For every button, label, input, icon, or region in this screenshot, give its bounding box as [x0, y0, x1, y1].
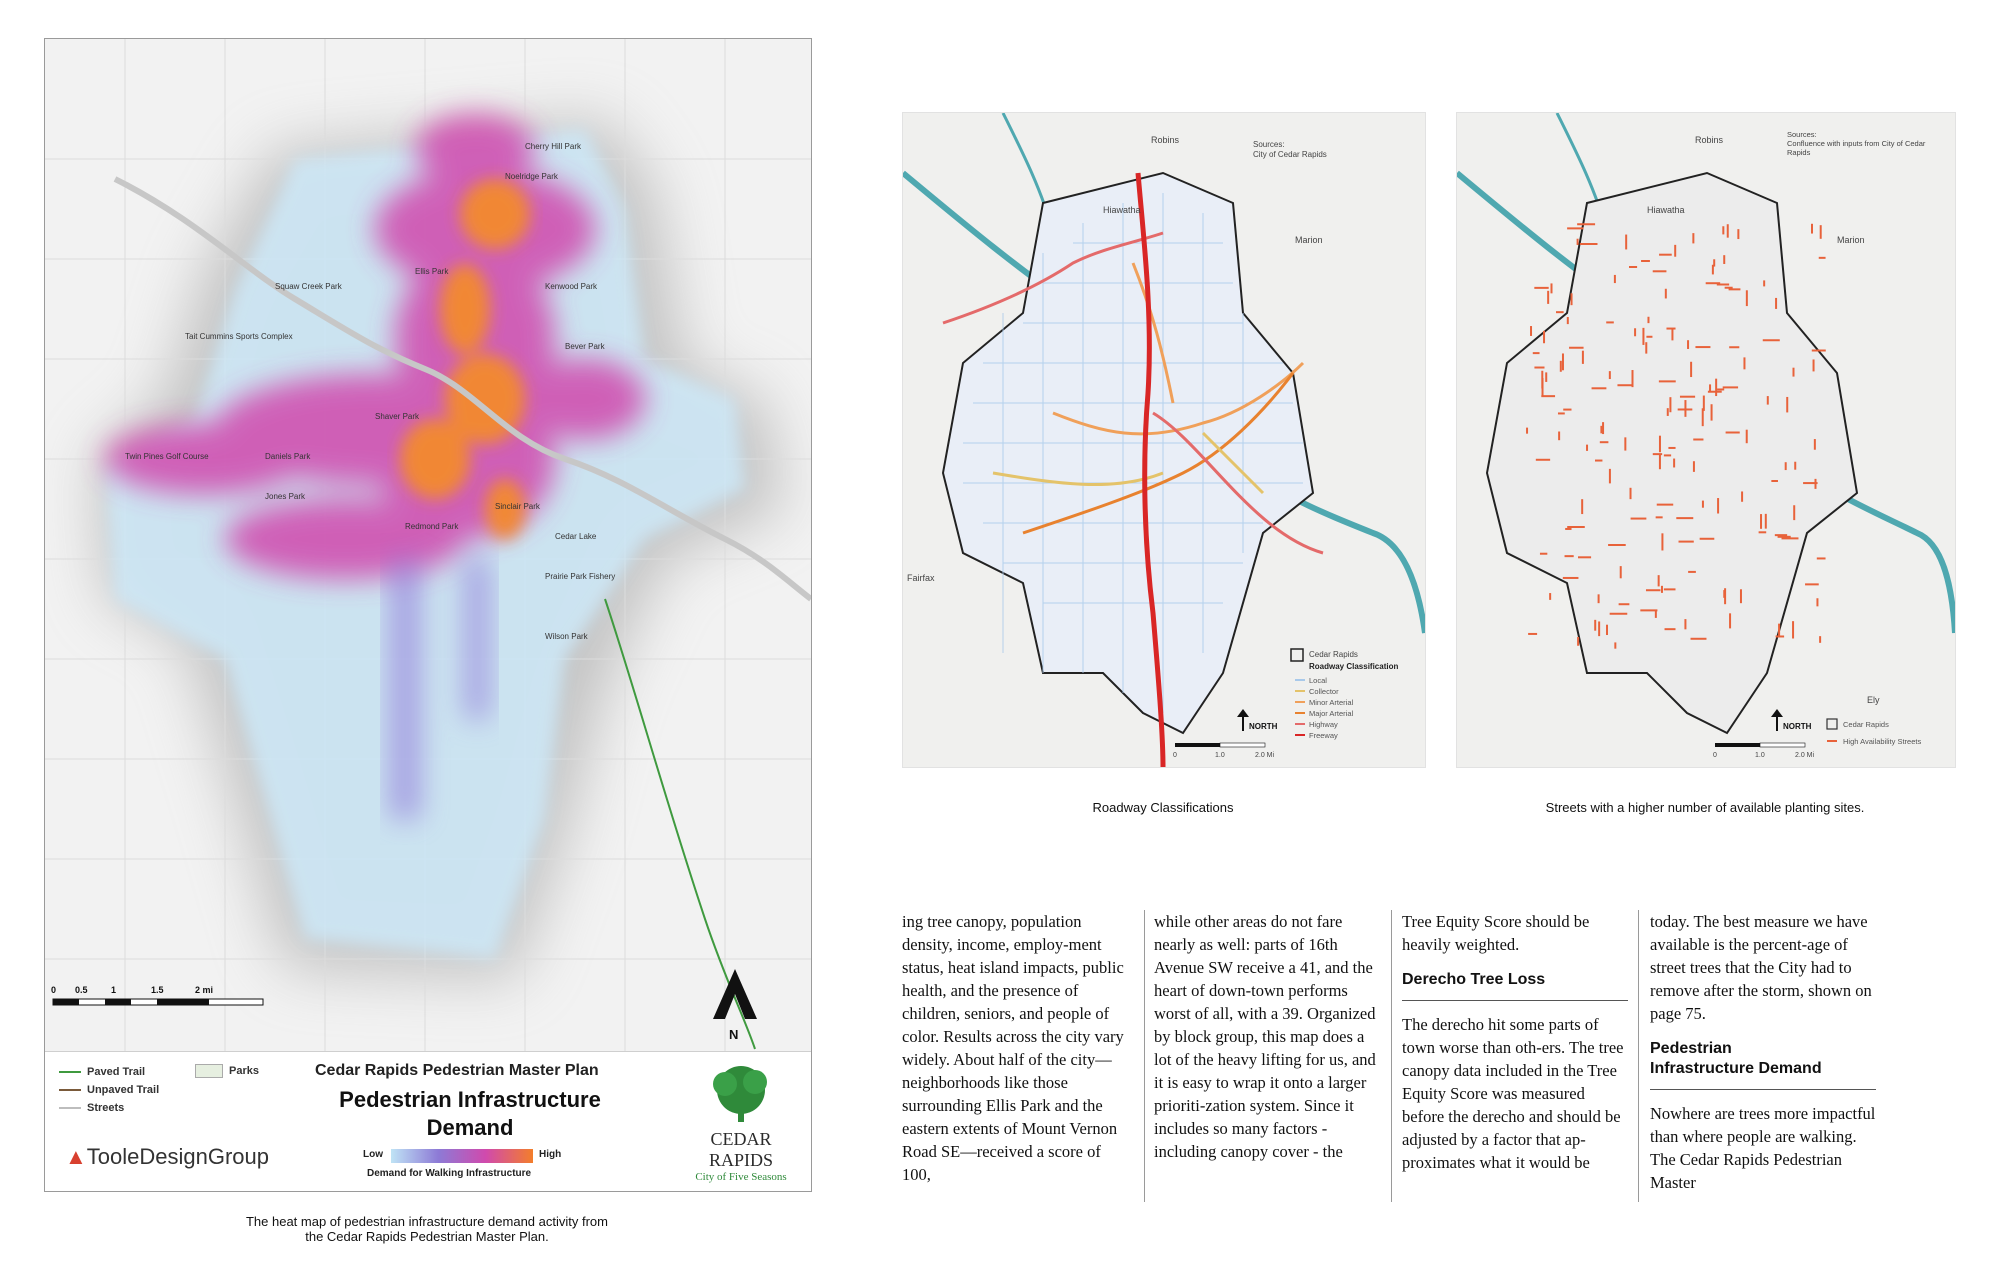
town-label-hiawatha: Hiawatha [1647, 205, 1685, 215]
roadway-classification-map [902, 112, 1426, 768]
svg-text:0: 0 [1173, 752, 1177, 759]
scale-tick: 1 [111, 985, 117, 995]
svg-text:1.0: 1.0 [1215, 752, 1225, 759]
heatmap-figure [44, 38, 812, 1192]
legend-item: Collector [1309, 687, 1339, 696]
text-column-1 [902, 910, 1130, 1186]
plan-title: Cedar Rapids Pedestrian Master Plan [315, 1062, 599, 1079]
svg-text:NORTH: NORTH [1249, 722, 1278, 731]
sources-label: Rapids [1787, 148, 1811, 157]
north-label: N [729, 1027, 739, 1042]
section-heading-pedestrian: Pedestrian Infrastructure Demand [1650, 1040, 1822, 1077]
heading-rule [1402, 1000, 1628, 1001]
legend-title: Cedar Rapids [1309, 650, 1358, 659]
paragraph: today. The best measure we have available is the percent-age of street trees that the City had to remove after the storm, shown on page 75. [1650, 912, 1872, 1023]
gradient-high-label: High [539, 1149, 562, 1160]
roadway-caption: Roadway Classifications [1092, 800, 1234, 815]
place-label: Jones Park [265, 492, 306, 501]
legend-item: Cedar Rapids [1843, 720, 1889, 729]
paragraph: ing tree canopy, population density, income, employ-ment status, heat island impacts, public health, and the presence of children, seniors, and people of color. Results across the city vary widely. About half of the city—neighborhoods like those surrounding Ellis Park and the eastern extents of Mount Vernon Road SE—received a score of 100, [902, 912, 1124, 1184]
legend-item: Minor Arterial [1309, 698, 1354, 707]
scale-tick: 0.5 [75, 985, 88, 995]
gradient-low-label: Low [363, 1149, 383, 1160]
town-label-marion: Marion [1837, 235, 1865, 245]
town-label-hiawatha: Hiawatha [1103, 205, 1141, 215]
town-label-robins: Robins [1151, 135, 1180, 145]
place-label: Prairie Park Fishery [545, 572, 616, 581]
tree-logo-icon [681, 1062, 801, 1124]
svg-text:2.0 Mi: 2.0 Mi [1255, 752, 1275, 759]
town-label-fairfax: Fairfax [907, 573, 935, 583]
section-heading-derecho: Derecho Tree Loss [1402, 971, 1546, 988]
place-label: Sinclair Park [495, 502, 540, 511]
text-column-2 [1154, 910, 1382, 1163]
paragraph: Tree Equity Score should be heavily weighted. [1402, 912, 1590, 954]
gradient-caption: Demand for Walking Infrastructure [367, 1168, 532, 1179]
paragraph: Nowhere are trees more impactful than where people are walking. The Cedar Rapids Pedestrian Master [1650, 1104, 1876, 1192]
legend-item: Local [1309, 676, 1327, 685]
paragraph: The derecho hit some parts of town worse than oth-ers. The tree canopy data included in the Tree Equity Score was measured before the derecho and should be adjusted by a factor that ap-proximates what it would be [1402, 1015, 1624, 1172]
column-divider [1144, 910, 1145, 1202]
place-label: Cedar Lake [555, 532, 597, 541]
planting-map-graphic [1457, 113, 1955, 767]
scale-tick: 1.5 [151, 985, 164, 995]
scale-tick: 0 [51, 985, 57, 995]
svg-text:1.0: 1.0 [1755, 752, 1765, 759]
sources-label: Confluence with inputs from City of Cedar [1787, 139, 1926, 148]
town-label-ely: Ely [1867, 695, 1880, 705]
legend-subtitle: Roadway Classification [1309, 662, 1399, 671]
legend-unpaved-trail: Unpaved Trail [59, 1084, 159, 1096]
heatmap-legend [45, 1051, 811, 1192]
column-divider [1391, 910, 1392, 1202]
svg-text:0: 0 [1713, 752, 1717, 759]
legend-item: Highway [1309, 720, 1338, 729]
place-label: Ellis Park [415, 267, 449, 276]
place-label: Cherry Hill Park [525, 142, 582, 151]
sources-label: Sources: [1253, 140, 1285, 149]
place-label: Tait Cummins Sports Complex [185, 332, 293, 341]
town-label-robins: Robins [1695, 135, 1724, 145]
place-label: Squaw Creek Park [275, 282, 342, 291]
legend-parks: Parks [195, 1064, 259, 1078]
town-label-marion: Marion [1295, 235, 1323, 245]
map-title: Pedestrian Infrastructure Demand [339, 1087, 601, 1140]
heatmap-map [45, 39, 811, 1051]
text-column-3 [1402, 910, 1628, 1174]
place-label: Twin Pines Golf Course [125, 452, 209, 461]
planting-caption: Streets with a higher number of available planting sites. [1545, 800, 1865, 815]
cedar-rapids-logo: CEDAR RAPIDS City of Five Seasons [681, 1062, 801, 1182]
place-label: Daniels Park [265, 452, 311, 461]
text-column-4 [1650, 910, 1876, 1194]
place-label: Wilson Park [545, 632, 588, 641]
sources-label: City of Cedar Rapids [1253, 150, 1327, 159]
roadway-map-graphic [903, 113, 1425, 767]
toole-logo: ▲TooleDesignGroup [65, 1144, 270, 1169]
svg-text:NORTH: NORTH [1783, 722, 1812, 731]
sources-label: Sources: [1787, 130, 1817, 139]
place-label: Redmond Park [405, 522, 459, 531]
place-label: Bever Park [565, 342, 605, 351]
scale-tick: 2 mi [195, 985, 214, 995]
place-label: Shaver Park [375, 412, 420, 421]
heading-rule [1650, 1089, 1876, 1090]
paragraph: while other areas do not fare nearly as well: parts of 16th Avenue SW receive a 41, and the heart of down-town performs worst of all, with a 39. Organized by block group, this map does a lot of the heavy lifting for us, and it is easy to wrap it onto a larger prioriti-zation system. Since it includes so many factors - including canopy cover - the [1154, 912, 1376, 1161]
heatmap-caption: The heat map of pedestrian infrastructure demand activity from the Cedar Rapids Pedestrian Master Plan. [245, 1214, 608, 1244]
legend-streets: Streets [59, 1102, 124, 1114]
planting-sites-map [1456, 112, 1956, 768]
place-label: Kenwood Park [545, 282, 598, 291]
demand-gradient-bar [391, 1149, 533, 1163]
column-divider [1638, 910, 1639, 1202]
legend-paved-trail: Paved Trail [59, 1066, 145, 1078]
legend-item: Major Arterial [1309, 709, 1354, 718]
legend-item: High Availability Streets [1843, 737, 1922, 746]
svg-text:2.0 Mi: 2.0 Mi [1795, 752, 1815, 759]
place-label: Noelridge Park [505, 172, 558, 181]
legend-item: Freeway [1309, 731, 1338, 740]
